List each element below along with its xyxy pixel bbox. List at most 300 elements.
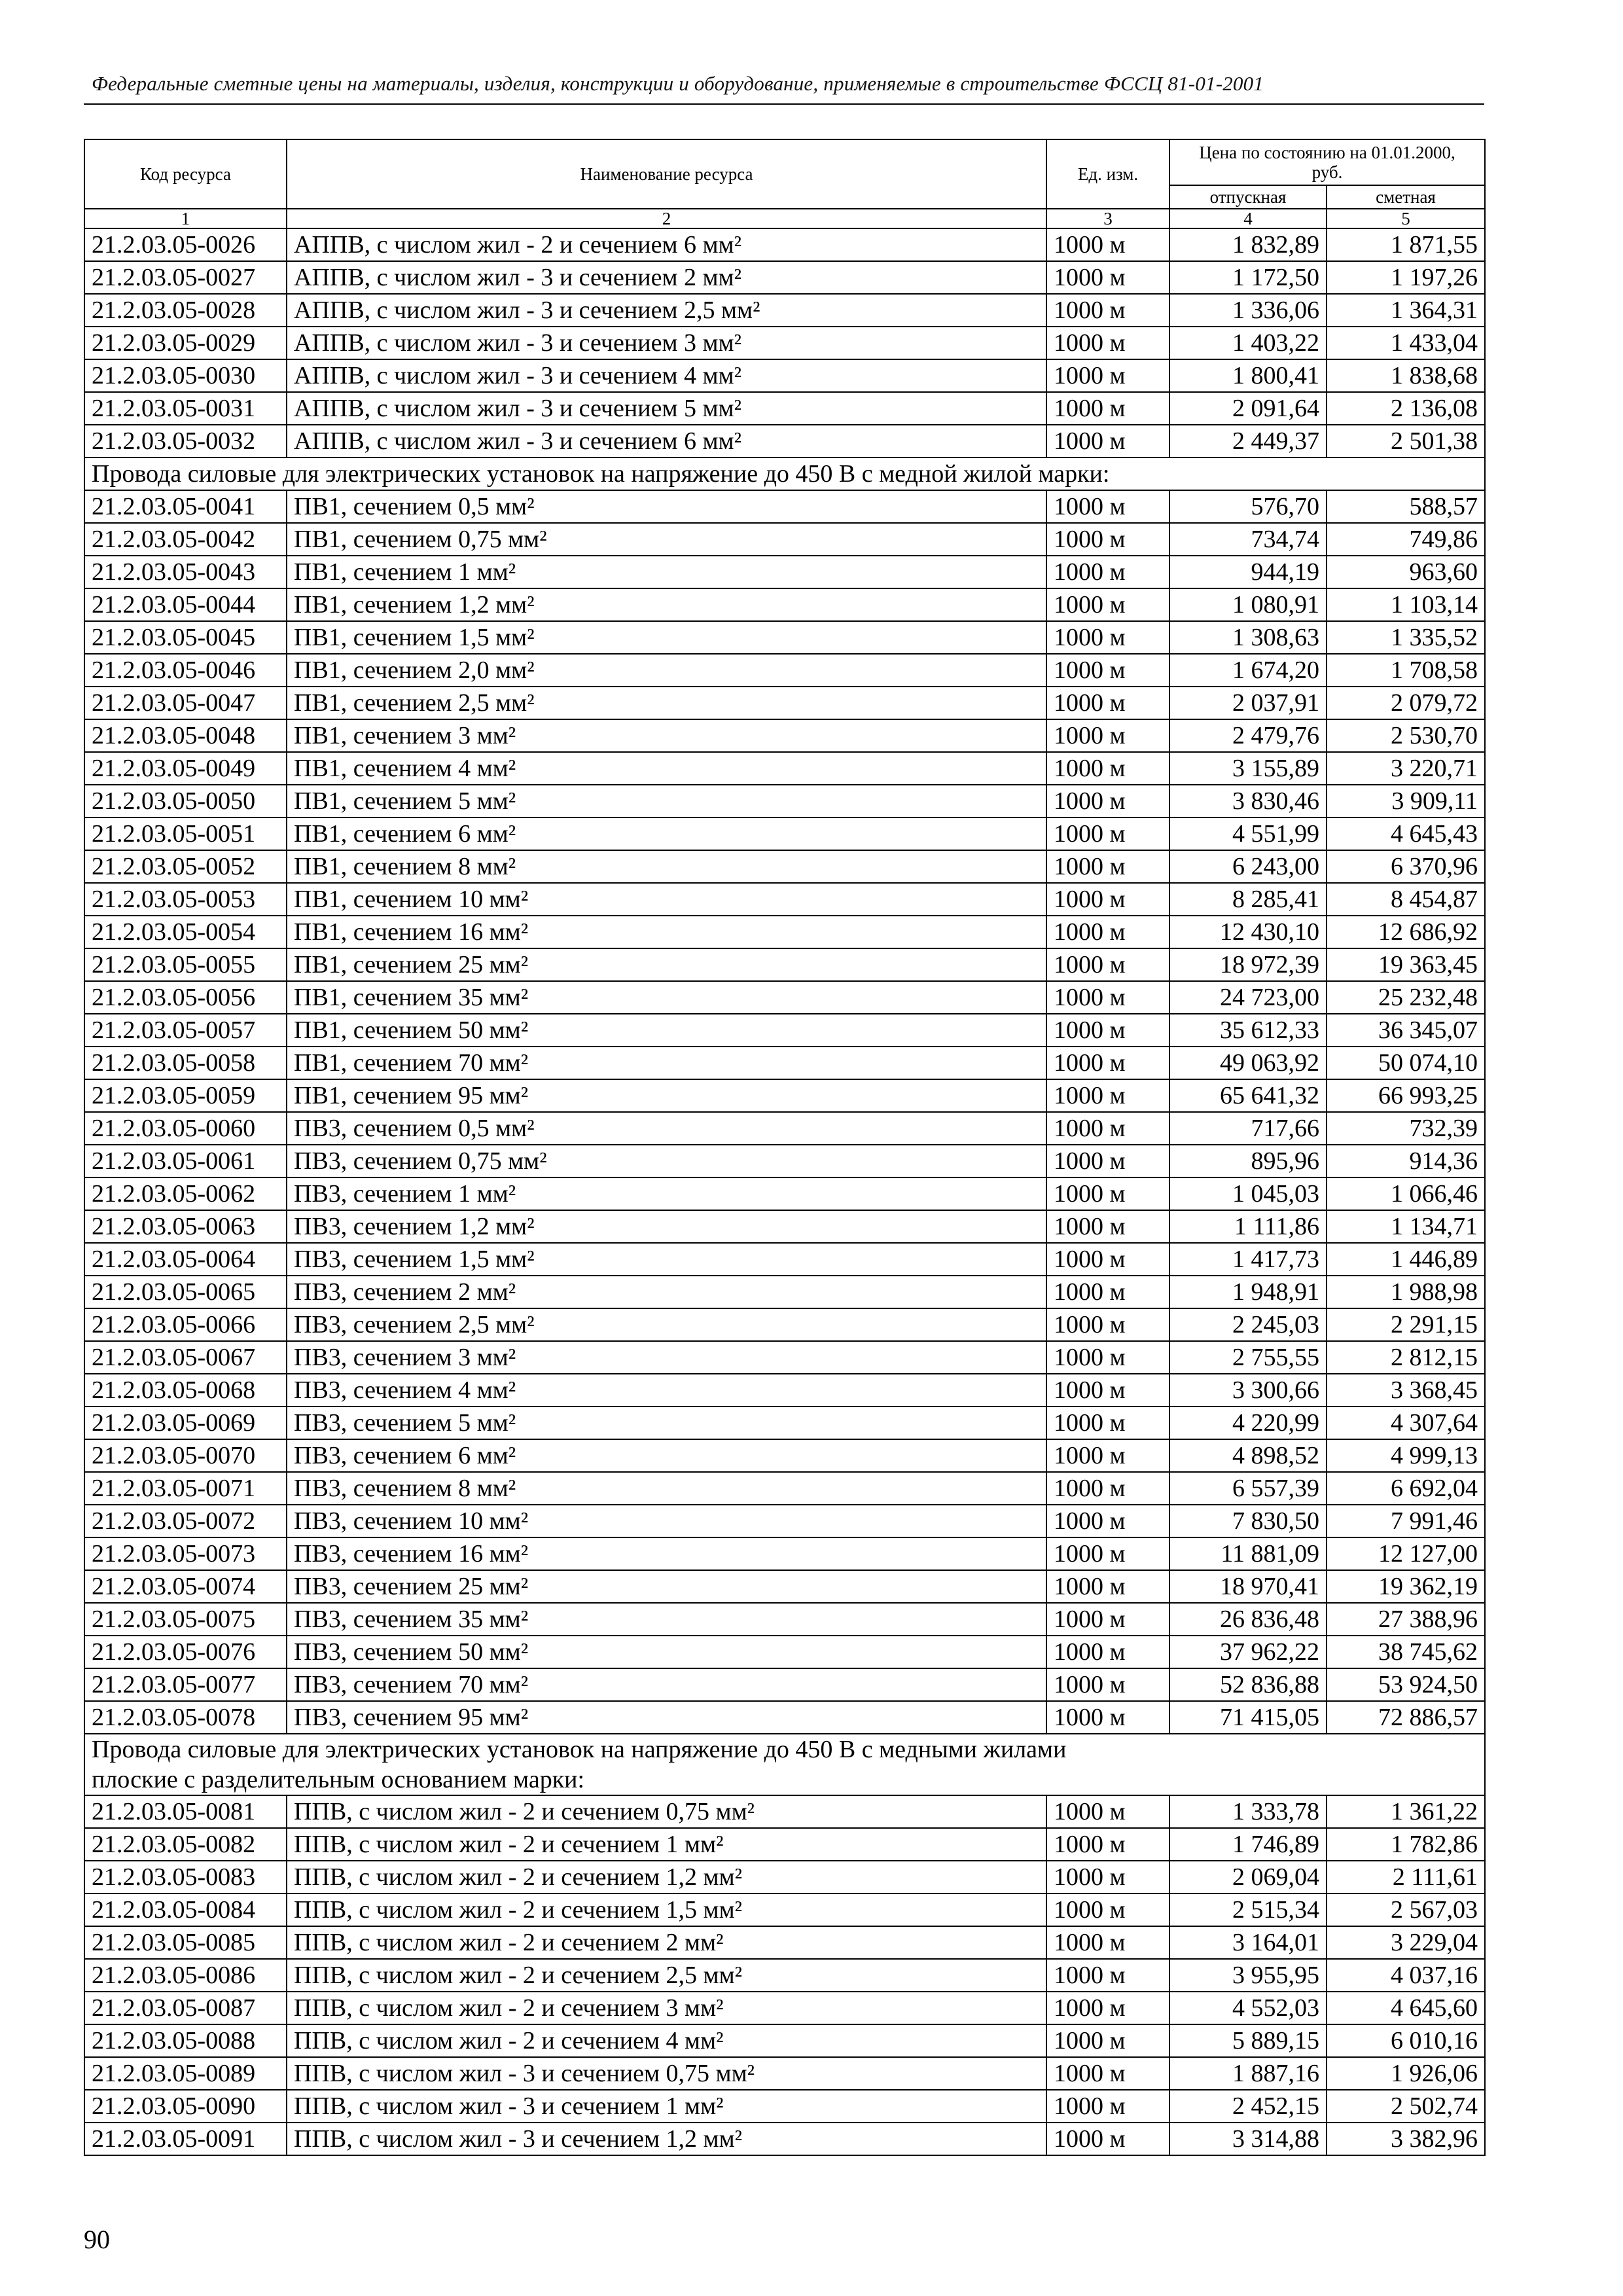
- resource-code: 21.2.03.05-0084: [84, 1893, 287, 1926]
- unit-of-measure: 1000 м: [1046, 1603, 1169, 1636]
- table-row: [84, 1537, 1485, 1570]
- resource-code: 21.2.03.05-0045: [84, 621, 287, 654]
- resource-code: 21.2.03.05-0066: [84, 1308, 287, 1341]
- table-row: [84, 1603, 1485, 1636]
- unit-of-measure: 1000 м: [1046, 1047, 1169, 1079]
- release-price: 7 830,50: [1169, 1505, 1327, 1537]
- resource-code: 21.2.03.05-0091: [84, 2123, 287, 2155]
- unit-of-measure: 1000 м: [1046, 654, 1169, 687]
- resource-code: 21.2.03.05-0052: [84, 850, 287, 883]
- release-price: 1 403,22: [1169, 327, 1327, 359]
- resource-name: ПВ1, сечением 0,5 мм²: [287, 490, 1046, 523]
- table-row: [84, 1112, 1485, 1145]
- unit-of-measure: 1000 м: [1046, 490, 1169, 523]
- resource-name: ПВ1, сечением 0,75 мм²: [287, 523, 1046, 556]
- resource-name: ППВ, с числом жил - 2 и сечением 2 мм²: [287, 1926, 1046, 1959]
- estimate-price: 72 886,57: [1327, 1701, 1485, 1734]
- col-number: 4: [1169, 209, 1327, 228]
- section-heading-text: Провода силовые для электрических установок на напряжение до 450 В с медной жилой марки:: [92, 460, 1110, 488]
- col-number: 2: [287, 209, 1046, 228]
- table-row: [84, 1636, 1485, 1668]
- resource-code: 21.2.03.05-0063: [84, 1210, 287, 1243]
- column-number-row: [84, 209, 1485, 228]
- resource-name: ПВ1, сечением 8 мм²: [287, 850, 1046, 883]
- resource-name: ПВ1, сечением 16 мм²: [287, 916, 1046, 948]
- table-row: [84, 2123, 1485, 2155]
- table-row: [84, 1374, 1485, 1407]
- resource-code: 21.2.03.05-0043: [84, 556, 287, 588]
- resource-code: 21.2.03.05-0042: [84, 523, 287, 556]
- table-row: [84, 1079, 1485, 1112]
- resource-name: АППВ, с числом жил - 3 и сечением 5 мм²: [287, 392, 1046, 425]
- resource-code: 21.2.03.05-0030: [84, 359, 287, 392]
- estimate-price: 1 066,46: [1327, 1177, 1485, 1210]
- resource-code: 21.2.03.05-0061: [84, 1145, 287, 1177]
- estimate-price: 1 335,52: [1327, 621, 1485, 654]
- table-row: [84, 1047, 1485, 1079]
- release-price: 1 080,91: [1169, 588, 1327, 621]
- unit-of-measure: 1000 м: [1046, 523, 1169, 556]
- resource-code: 21.2.03.05-0044: [84, 588, 287, 621]
- resource-name: ППВ, с числом жил - 2 и сечением 1,5 мм²: [287, 1893, 1046, 1926]
- page-number: 90: [84, 2225, 110, 2254]
- unit-of-measure: 1000 м: [1046, 1243, 1169, 1276]
- unit-of-measure: 1000 м: [1046, 1893, 1169, 1926]
- table-row: [84, 719, 1485, 752]
- estimate-price: 4 645,43: [1327, 817, 1485, 850]
- release-price: 2 037,91: [1169, 687, 1327, 719]
- release-price: 6 557,39: [1169, 1472, 1327, 1505]
- table-row: [84, 588, 1485, 621]
- unit-of-measure: 1000 м: [1046, 1145, 1169, 1177]
- unit-of-measure: 1000 м: [1046, 2123, 1169, 2155]
- estimate-price: 53 924,50: [1327, 1668, 1485, 1701]
- resource-name: ПВ3, сечением 1 мм²: [287, 1177, 1046, 1210]
- release-price: 3 164,01: [1169, 1926, 1327, 1959]
- resource-name: АППВ, с числом жил - 3 и сечением 3 мм²: [287, 327, 1046, 359]
- unit-of-measure: 1000 м: [1046, 1308, 1169, 1341]
- resource-name: ПВ1, сечением 70 мм²: [287, 1047, 1046, 1079]
- release-price: 2 479,76: [1169, 719, 1327, 752]
- resource-name: ППВ, с числом жил - 3 и сечением 0,75 мм²: [287, 2057, 1046, 2090]
- resource-name: ПВ1, сечением 1,2 мм²: [287, 588, 1046, 621]
- resource-name: ППВ, с числом жил - 2 и сечением 1 мм²: [287, 1828, 1046, 1861]
- resource-code: 21.2.03.05-0071: [84, 1472, 287, 1505]
- table-row: [84, 916, 1485, 948]
- table-row: [84, 425, 1485, 457]
- release-price: 944,19: [1169, 556, 1327, 588]
- release-price: 1 333,78: [1169, 1795, 1327, 1828]
- resource-name: ПВ3, сечением 2,5 мм²: [287, 1308, 1046, 1341]
- table-row: [84, 752, 1485, 785]
- estimate-price: 1 926,06: [1327, 2057, 1485, 2090]
- release-price: 734,74: [1169, 523, 1327, 556]
- section-heading-row: [84, 457, 1485, 490]
- table-row: [84, 1341, 1485, 1374]
- release-price: 2 755,55: [1169, 1341, 1327, 1374]
- unit-of-measure: 1000 м: [1046, 1795, 1169, 1828]
- unit-of-measure: 1000 м: [1046, 981, 1169, 1014]
- resource-name: АППВ, с числом жил - 3 и сечением 2,5 мм²: [287, 294, 1046, 327]
- unit-of-measure: 1000 м: [1046, 1570, 1169, 1603]
- estimate-price: 2 501,38: [1327, 425, 1485, 457]
- resource-name: ПВ3, сечением 50 мм²: [287, 1636, 1046, 1668]
- table-row: [84, 1668, 1485, 1701]
- price-table: [84, 139, 1486, 2156]
- estimate-price: 6 370,96: [1327, 850, 1485, 883]
- resource-name: ППВ, с числом жил - 3 и сечением 1,2 мм²: [287, 2123, 1046, 2155]
- unit-of-measure: 1000 м: [1046, 1407, 1169, 1439]
- section-heading-text: плоские с разделительным основанием марки:: [92, 1766, 585, 1793]
- resource-name: ППВ, с числом жил - 3 и сечением 1 мм²: [287, 2090, 1046, 2123]
- unit-of-measure: 1000 м: [1046, 294, 1169, 327]
- table-row: [84, 1992, 1485, 2024]
- resource-name: АППВ, с числом жил - 3 и сечением 2 мм²: [287, 261, 1046, 294]
- table-row: [84, 1014, 1485, 1047]
- resource-name: ППВ, с числом жил - 2 и сечением 0,75 мм²: [287, 1795, 1046, 1828]
- resource-name: ПВ1, сечением 2,0 мм²: [287, 654, 1046, 687]
- table-row: [84, 687, 1485, 719]
- estimate-price: 3 229,04: [1327, 1926, 1485, 1959]
- resource-name: ПВ1, сечением 95 мм²: [287, 1079, 1046, 1112]
- table-row: [84, 1439, 1485, 1472]
- table-row: [84, 1407, 1485, 1439]
- release-price: 6 243,00: [1169, 850, 1327, 883]
- resource-code: 21.2.03.05-0086: [84, 1959, 287, 1992]
- estimate-price: 1 361,22: [1327, 1795, 1485, 1828]
- release-price: 37 962,22: [1169, 1636, 1327, 1668]
- estimate-price: 914,36: [1327, 1145, 1485, 1177]
- estimate-price: 588,57: [1327, 490, 1485, 523]
- estimate-price: 12 127,00: [1327, 1537, 1485, 1570]
- release-price: 4 898,52: [1169, 1439, 1327, 1472]
- release-price: 3 155,89: [1169, 752, 1327, 785]
- col-header-release: отпускная: [1169, 185, 1327, 209]
- estimate-price: 12 686,92: [1327, 916, 1485, 948]
- unit-of-measure: 1000 м: [1046, 1112, 1169, 1145]
- resource-code: 21.2.03.05-0031: [84, 392, 287, 425]
- release-price: 49 063,92: [1169, 1047, 1327, 1079]
- release-price: 12 430,10: [1169, 916, 1327, 948]
- resource-code: 21.2.03.05-0074: [84, 1570, 287, 1603]
- estimate-price: 1 364,31: [1327, 294, 1485, 327]
- unit-of-measure: 1000 м: [1046, 883, 1169, 916]
- unit-of-measure: 1000 м: [1046, 2057, 1169, 2090]
- unit-of-measure: 1000 м: [1046, 916, 1169, 948]
- unit-of-measure: 1000 м: [1046, 1668, 1169, 1701]
- unit-of-measure: 1000 м: [1046, 556, 1169, 588]
- estimate-price: 2 567,03: [1327, 1893, 1485, 1926]
- release-price: 71 415,05: [1169, 1701, 1327, 1734]
- resource-code: 21.2.03.05-0085: [84, 1926, 287, 1959]
- release-price: 24 723,00: [1169, 981, 1327, 1014]
- estimate-price: 36 345,07: [1327, 1014, 1485, 1047]
- release-price: 35 612,33: [1169, 1014, 1327, 1047]
- table-row: [84, 1893, 1485, 1926]
- resource-code: 21.2.03.05-0065: [84, 1276, 287, 1308]
- unit-of-measure: 1000 м: [1046, 687, 1169, 719]
- resource-code: 21.2.03.05-0055: [84, 948, 287, 981]
- estimate-price: 2 079,72: [1327, 687, 1485, 719]
- resource-name: ПВ3, сечением 10 мм²: [287, 1505, 1046, 1537]
- resource-name: ПВ3, сечением 95 мм²: [287, 1701, 1046, 1734]
- resource-code: 21.2.03.05-0029: [84, 327, 287, 359]
- col-number: 3: [1046, 209, 1169, 228]
- resource-code: 21.2.03.05-0069: [84, 1407, 287, 1439]
- resource-name: ППВ, с числом жил - 2 и сечением 4 мм²: [287, 2024, 1046, 2057]
- resource-name: ПВ1, сечением 3 мм²: [287, 719, 1046, 752]
- table-row: [84, 327, 1485, 359]
- release-price: 1 887,16: [1169, 2057, 1327, 2090]
- estimate-price: 66 993,25: [1327, 1079, 1485, 1112]
- release-price: 1 832,89: [1169, 228, 1327, 261]
- resource-code: 21.2.03.05-0089: [84, 2057, 287, 2090]
- resource-code: 21.2.03.05-0067: [84, 1341, 287, 1374]
- resource-name: ПВ1, сечением 50 мм²: [287, 1014, 1046, 1047]
- resource-code: 21.2.03.05-0068: [84, 1374, 287, 1407]
- table-row: [84, 392, 1485, 425]
- table-row: [84, 1243, 1485, 1276]
- estimate-price: 1 433,04: [1327, 327, 1485, 359]
- release-price: 2 452,15: [1169, 2090, 1327, 2123]
- unit-of-measure: 1000 м: [1046, 359, 1169, 392]
- release-price: 3 830,46: [1169, 785, 1327, 817]
- resource-name: ПВ1, сечением 25 мм²: [287, 948, 1046, 981]
- table-row: [84, 2090, 1485, 2123]
- release-price: 2 069,04: [1169, 1861, 1327, 1893]
- resource-name: ПВ1, сечением 1 мм²: [287, 556, 1046, 588]
- unit-of-measure: 1000 м: [1046, 1926, 1169, 1959]
- release-price: 1 417,73: [1169, 1243, 1327, 1276]
- estimate-price: 3 382,96: [1327, 2123, 1485, 2155]
- resource-name: ПВ3, сечением 25 мм²: [287, 1570, 1046, 1603]
- running-header: Федеральные сметные цены на материалы, изделия, конструкции и оборудование, применяемые в строительстве ФССЦ 81-01-2001: [92, 72, 1264, 95]
- unit-of-measure: 1000 м: [1046, 2024, 1169, 2057]
- table-row: [84, 785, 1485, 817]
- estimate-price: 4 307,64: [1327, 1407, 1485, 1439]
- unit-of-measure: 1000 м: [1046, 392, 1169, 425]
- resource-code: 21.2.03.05-0054: [84, 916, 287, 948]
- table-row: [84, 1145, 1485, 1177]
- resource-name: ПВ3, сечением 0,5 мм²: [287, 1112, 1046, 1145]
- unit-of-measure: 1000 м: [1046, 2090, 1169, 2123]
- estimate-price: 50 074,10: [1327, 1047, 1485, 1079]
- release-price: 576,70: [1169, 490, 1327, 523]
- table-row: [84, 654, 1485, 687]
- release-price: 52 836,88: [1169, 1668, 1327, 1701]
- resource-code: 21.2.03.05-0076: [84, 1636, 287, 1668]
- resource-name: ПВ3, сечением 3 мм²: [287, 1341, 1046, 1374]
- release-price: 18 970,41: [1169, 1570, 1327, 1603]
- resource-name: ПВ3, сечением 4 мм²: [287, 1374, 1046, 1407]
- estimate-price: 1 708,58: [1327, 654, 1485, 687]
- unit-of-measure: 1000 м: [1046, 425, 1169, 457]
- col-header-estimate: сметная: [1327, 185, 1485, 209]
- resource-name: ПВ3, сечением 6 мм²: [287, 1439, 1046, 1472]
- unit-of-measure: 1000 м: [1046, 1959, 1169, 1992]
- unit-of-measure: 1000 м: [1046, 261, 1169, 294]
- resource-code: 21.2.03.05-0058: [84, 1047, 287, 1079]
- estimate-price: 3 909,11: [1327, 785, 1485, 817]
- table-row: [84, 359, 1485, 392]
- section-heading: [84, 457, 1485, 490]
- unit-of-measure: 1000 м: [1046, 719, 1169, 752]
- resource-code: 21.2.03.05-0090: [84, 2090, 287, 2123]
- table-header-row: [84, 139, 1485, 185]
- col-header-price-group: Цена по состоянию на 01.01.2000, руб.: [1169, 139, 1485, 185]
- resource-code: 21.2.03.05-0046: [84, 654, 287, 687]
- estimate-price: 1 134,71: [1327, 1210, 1485, 1243]
- resource-code: 21.2.03.05-0053: [84, 883, 287, 916]
- unit-of-measure: 1000 м: [1046, 1505, 1169, 1537]
- resource-name: ПВ3, сечением 8 мм²: [287, 1472, 1046, 1505]
- estimate-price: 1 782,86: [1327, 1828, 1485, 1861]
- unit-of-measure: 1000 м: [1046, 621, 1169, 654]
- unit-of-measure: 1000 м: [1046, 1861, 1169, 1893]
- resource-code: 21.2.03.05-0082: [84, 1828, 287, 1861]
- estimate-price: 19 362,19: [1327, 1570, 1485, 1603]
- resource-name: ПВ1, сечением 35 мм²: [287, 981, 1046, 1014]
- resource-name: ПВ3, сечением 35 мм²: [287, 1603, 1046, 1636]
- resource-code: 21.2.03.05-0083: [84, 1861, 287, 1893]
- unit-of-measure: 1000 м: [1046, 1472, 1169, 1505]
- resource-name: АППВ, с числом жил - 3 и сечением 4 мм²: [287, 359, 1046, 392]
- release-price: 3 314,88: [1169, 2123, 1327, 2155]
- estimate-price: 732,39: [1327, 1112, 1485, 1145]
- resource-name: ПВ1, сечением 1,5 мм²: [287, 621, 1046, 654]
- unit-of-measure: 1000 м: [1046, 1537, 1169, 1570]
- resource-name: ППВ, с числом жил - 2 и сечением 3 мм²: [287, 1992, 1046, 2024]
- resource-code: 21.2.03.05-0050: [84, 785, 287, 817]
- release-price: 26 836,48: [1169, 1603, 1327, 1636]
- col-number: 5: [1327, 209, 1485, 228]
- unit-of-measure: 1000 м: [1046, 752, 1169, 785]
- unit-of-measure: 1000 м: [1046, 948, 1169, 981]
- resource-code: 21.2.03.05-0087: [84, 1992, 287, 2024]
- estimate-price: 749,86: [1327, 523, 1485, 556]
- estimate-price: 1 197,26: [1327, 261, 1485, 294]
- resource-name: АППВ, с числом жил - 2 и сечением 6 мм²: [287, 228, 1046, 261]
- unit-of-measure: 1000 м: [1046, 1828, 1169, 1861]
- estimate-price: 1 988,98: [1327, 1276, 1485, 1308]
- unit-of-measure: 1000 м: [1046, 1992, 1169, 2024]
- section-heading-text: Провода силовые для электрических установок на напряжение до 450 В с медными жилами: [92, 1736, 1067, 1763]
- col-number: 1: [84, 209, 287, 228]
- resource-code: 21.2.03.05-0047: [84, 687, 287, 719]
- resource-name: ПВ3, сечением 1,2 мм²: [287, 1210, 1046, 1243]
- release-price: 1 111,86: [1169, 1210, 1327, 1243]
- release-price: 1 172,50: [1169, 261, 1327, 294]
- resource-name: ПВ1, сечением 5 мм²: [287, 785, 1046, 817]
- estimate-price: 1 446,89: [1327, 1243, 1485, 1276]
- resource-code: 21.2.03.05-0059: [84, 1079, 287, 1112]
- release-price: 3 955,95: [1169, 1959, 1327, 1992]
- unit-of-measure: 1000 м: [1046, 1636, 1169, 1668]
- estimate-price: 2 291,15: [1327, 1308, 1485, 1341]
- release-price: 4 551,99: [1169, 817, 1327, 850]
- resource-code: 21.2.03.05-0041: [84, 490, 287, 523]
- estimate-price: 25 232,48: [1327, 981, 1485, 1014]
- release-price: 895,96: [1169, 1145, 1327, 1177]
- table-row: [84, 883, 1485, 916]
- resource-code: 21.2.03.05-0072: [84, 1505, 287, 1537]
- estimate-price: 3 368,45: [1327, 1374, 1485, 1407]
- unit-of-measure: 1000 м: [1046, 1177, 1169, 1210]
- estimate-price: 1 103,14: [1327, 588, 1485, 621]
- section-heading: [84, 1734, 1485, 1795]
- release-price: 1 045,03: [1169, 1177, 1327, 1210]
- table-row: [84, 2024, 1485, 2057]
- table-row: [84, 817, 1485, 850]
- resource-name: ПВ1, сечением 2,5 мм²: [287, 687, 1046, 719]
- release-price: 11 881,09: [1169, 1537, 1327, 1570]
- table-row: [84, 1505, 1485, 1537]
- table-row: [84, 1308, 1485, 1341]
- resource-code: 21.2.03.05-0075: [84, 1603, 287, 1636]
- resource-name: ППВ, с числом жил - 2 и сечением 2,5 мм²: [287, 1959, 1046, 1992]
- resource-code: 21.2.03.05-0057: [84, 1014, 287, 1047]
- resource-code: 21.2.03.05-0026: [84, 228, 287, 261]
- resource-code: 21.2.03.05-0056: [84, 981, 287, 1014]
- release-price: 1 746,89: [1169, 1828, 1327, 1861]
- release-price: 1 948,91: [1169, 1276, 1327, 1308]
- table-row: [84, 1828, 1485, 1861]
- release-price: 1 336,06: [1169, 294, 1327, 327]
- resource-code: 21.2.03.05-0060: [84, 1112, 287, 1145]
- table-row: [84, 490, 1485, 523]
- resource-code: 21.2.03.05-0081: [84, 1795, 287, 1828]
- estimate-price: 3 220,71: [1327, 752, 1485, 785]
- resource-code: 21.2.03.05-0062: [84, 1177, 287, 1210]
- release-price: 1 308,63: [1169, 621, 1327, 654]
- resource-code: 21.2.03.05-0028: [84, 294, 287, 327]
- unit-of-measure: 1000 м: [1046, 1439, 1169, 1472]
- unit-of-measure: 1000 м: [1046, 1701, 1169, 1734]
- estimate-price: 2 136,08: [1327, 392, 1485, 425]
- header-divider: [84, 103, 1484, 105]
- unit-of-measure: 1000 м: [1046, 785, 1169, 817]
- table-row: [84, 981, 1485, 1014]
- estimate-price: 1 871,55: [1327, 228, 1485, 261]
- table-row: [84, 556, 1485, 588]
- estimate-price: 38 745,62: [1327, 1636, 1485, 1668]
- unit-of-measure: 1000 м: [1046, 588, 1169, 621]
- resource-name: ПВ3, сечением 0,75 мм²: [287, 1145, 1046, 1177]
- estimate-price: 7 991,46: [1327, 1505, 1485, 1537]
- table-row: [84, 1926, 1485, 1959]
- release-price: 18 972,39: [1169, 948, 1327, 981]
- unit-of-measure: 1000 м: [1046, 327, 1169, 359]
- release-price: 1 674,20: [1169, 654, 1327, 687]
- resource-name: ПВ3, сечением 2 мм²: [287, 1276, 1046, 1308]
- release-price: 4 552,03: [1169, 1992, 1327, 2024]
- table-row: [84, 948, 1485, 981]
- resource-code: 21.2.03.05-0064: [84, 1243, 287, 1276]
- resource-code: 21.2.03.05-0070: [84, 1439, 287, 1472]
- unit-of-measure: 1000 м: [1046, 1276, 1169, 1308]
- resource-name: ПВ3, сечением 70 мм²: [287, 1668, 1046, 1701]
- estimate-price: 4 999,13: [1327, 1439, 1485, 1472]
- resource-code: 21.2.03.05-0049: [84, 752, 287, 785]
- resource-code: 21.2.03.05-0027: [84, 261, 287, 294]
- release-price: 65 641,32: [1169, 1079, 1327, 1112]
- resource-name: АППВ, с числом жил - 3 и сечением 6 мм²: [287, 425, 1046, 457]
- table-row: [84, 1795, 1485, 1828]
- resource-name: ПВ3, сечением 16 мм²: [287, 1537, 1046, 1570]
- table-row: [84, 1472, 1485, 1505]
- table-row: [84, 1177, 1485, 1210]
- estimate-price: 6 010,16: [1327, 2024, 1485, 2057]
